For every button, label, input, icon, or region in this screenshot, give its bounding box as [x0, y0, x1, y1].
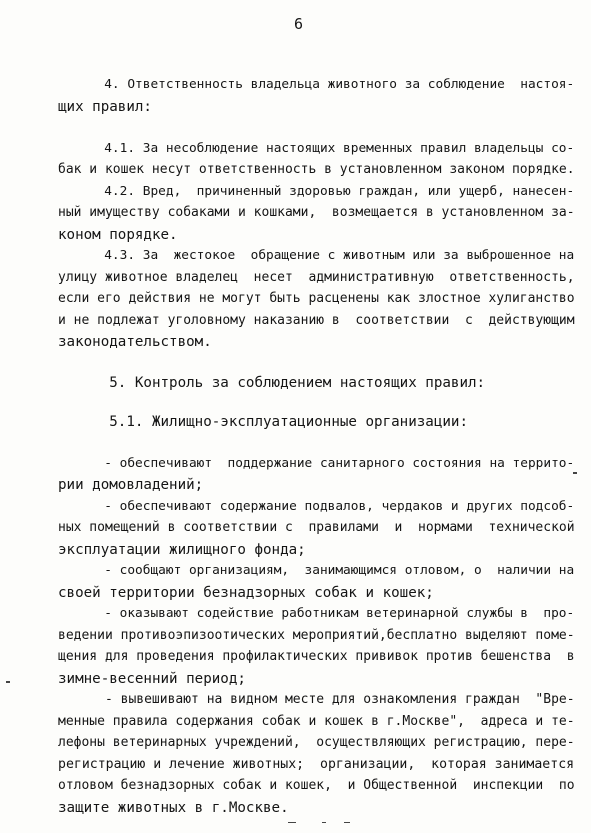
- text-line: 5. Контроль за соблюдением настоящих правил:: [58, 375, 486, 391]
- text-line: 5.1. Жилищно-эксплуатационные организации:: [58, 414, 468, 430]
- text-line: ных помещений в соответствии с правилами и нормами технической: [58, 520, 575, 535]
- text-line: 4.1. За несоблюдение настоящих временных правил владельцы со-: [58, 141, 575, 156]
- text-line: законодательством.: [58, 334, 212, 350]
- text-line: щения для проведения профилактических прививок против бешенства в: [58, 649, 575, 664]
- text-line: улицу животное владелец несет административную ответственность,: [58, 270, 575, 285]
- text-line: ный имуществу собаками и кошками, возмещается в установленном за-: [58, 205, 575, 220]
- text-line: - сообщают организациям, занимающимся отловом, о наличии на: [58, 563, 575, 578]
- scan-speck: [322, 822, 326, 823]
- text-line: рии домовладений;: [58, 477, 204, 493]
- page-number: 6: [294, 15, 304, 33]
- text-line: менные правила содержания собак и кошек в г.Москве", адреса и те-: [58, 714, 575, 729]
- scan-speck: [573, 472, 577, 474]
- text-line: ведении противоэпизоотических мероприятий,бесплатно выделяют поме-: [58, 628, 575, 643]
- scan-speck: [344, 822, 350, 823]
- text-line: если его действия не могут быть расценены как злостное хулиганство: [58, 291, 575, 306]
- text-line: - вывешивают на видном месте для ознакомления граждан "Вре-: [58, 692, 575, 707]
- text-line: - обеспечивают содержание подвалов, чердаков и других подсоб-: [58, 499, 575, 514]
- text-line: щих правил:: [58, 99, 152, 115]
- text-line: 4. Ответственность владельца животного за соблюдение настоя-: [58, 77, 575, 92]
- text-line: защите животных в г.Москве.: [58, 800, 289, 816]
- text-line: коном порядке.: [58, 227, 178, 243]
- text-line: отловом безнадзорных собак и кошек, и Общественной инспекции по: [58, 778, 575, 793]
- text-line: и не подлежат уголовному наказанию в соответствии с действующим: [58, 313, 575, 328]
- text-line: лефоны ветеринарных учреждений, осуществляющих регистрацию, пере-: [58, 735, 575, 750]
- text-line: зимне-весенний период;: [58, 671, 246, 687]
- text-line: 4.3. За жестокое обращение с животным или за выброшенное на: [58, 248, 575, 263]
- text-line: - обеспечивают поддержание санитарного состояния на террито-: [58, 456, 575, 471]
- text-line: регистрацию и лечение животных; организации, которая занимается: [58, 757, 575, 772]
- text-line: 4.2. Вред, причиненный здоровью граждан, или ущерб, нанесен-: [58, 184, 575, 199]
- scan-speck: [288, 822, 296, 823]
- text-line: - оказывают содействие работникам ветеринарной службы в про-: [58, 606, 575, 621]
- scan-speck: [6, 681, 10, 683]
- text-line: эксплуатации жилищного фонда;: [58, 542, 306, 558]
- text-line: своей территории безнадзорных собак и кошек;: [58, 585, 434, 601]
- text-line: бак и кошек несут ответственность в установленном законом порядке.: [58, 162, 575, 177]
